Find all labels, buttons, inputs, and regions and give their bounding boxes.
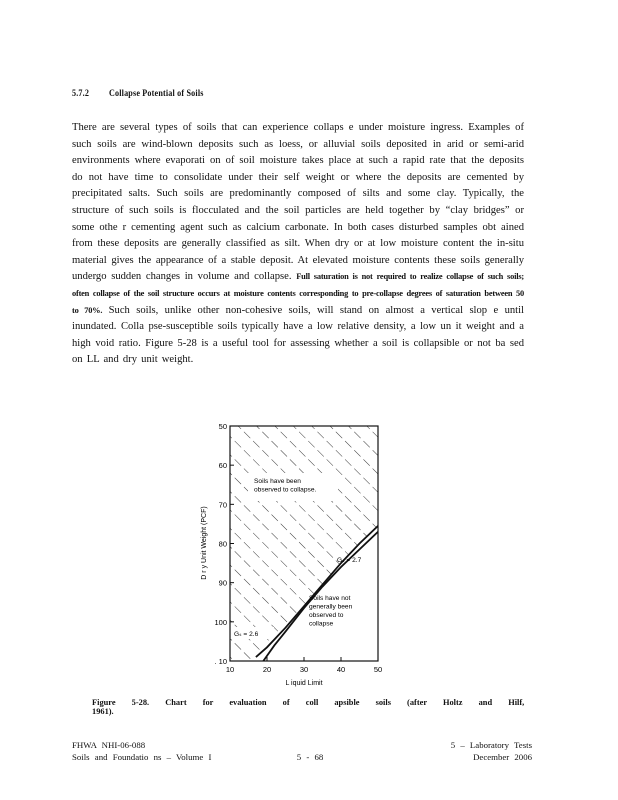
y-tick-label: 70 bbox=[218, 500, 227, 510]
footer-doc-id: FHWA NHI-06-088 bbox=[72, 740, 146, 750]
y-axis-title: D r y Unit Weight (PCF) bbox=[201, 506, 208, 580]
figure-caption: Figure 5-28. Chart for evaluation of coll apsible soils (after Holtz and Hilf, 1961). bbox=[92, 698, 525, 716]
x-tick-label: 30 bbox=[299, 665, 309, 674]
x-axis-title: L iquid Limit bbox=[285, 680, 323, 687]
y-tick-label: 60 bbox=[218, 461, 227, 471]
section-heading bbox=[72, 88, 495, 98]
paragraph-text-1: There are several types of soils that can experience collaps e under moisture ingress. Examples of such soils are wind-blown deposits such as loess, or alluvial soils deposited in arid or semi-arid environments where evaporati on of soil moisture takes place at such a rapid rate that the deposits do not have time to consolidate under their self weight or where the deposits are cemented by precipitated salts. Such soils are predominantly composed of silts and some clay. Typically, the structure of such soils is flocculated and the soil particles are held together by “clay bridges” or some othe r cementing agent such as calcium carbonate. In both cases disturbed samples obt ained from these deposits are generally classified as silt. When dry or at low moisture content the in-situ material gives the appearance of a stable deposit. At elevated moisture contents these soils generally undergo sudden changes in volume and collapse. bbox=[72, 122, 524, 283]
x-tick-label: 40 bbox=[336, 665, 346, 674]
y-tick-label: 50 bbox=[218, 422, 227, 431]
y-tick-label: . 10 bbox=[214, 657, 227, 666]
y-tick-label: 100 bbox=[214, 617, 227, 627]
gs-2-6-label: Gₛ = 2.6 bbox=[234, 631, 259, 638]
body-paragraph bbox=[72, 120, 524, 369]
footer-date: December 2006 bbox=[473, 752, 532, 762]
x-tick-label: 10 bbox=[225, 665, 235, 674]
paragraph-text-3: Such soils, unlike other non-cohesive soils, will stand on almost a vertical slop e until inundated. Colla pse-susceptible soils typically have a low relative density, a low un it weight and a high void ratio. Figure 5-28 is a useful tool for assessing whether a soil is collapsible or not ba sed on LL and dry unit weight. bbox=[72, 304, 524, 366]
collapse-region-label: Soils have been observed to collapse. bbox=[254, 478, 317, 494]
gs-2-7-label: Gₛ = 2.7 bbox=[337, 557, 362, 564]
collapse-chart bbox=[190, 415, 400, 690]
footer-chapter: 5 – Laboratory Tests bbox=[450, 740, 532, 750]
section-number: 5.7.2 bbox=[72, 88, 90, 98]
no-collapse-region-label: Soils have not generally been observed to collapse bbox=[309, 595, 353, 628]
paragraph-text-2: Full saturation is not required to realize collapse of such soils; often collapse of the soil structure occurs at moisture contents corresponding to pre-collapse degrees of saturation between 50 to 70%. bbox=[72, 272, 525, 315]
footer-right bbox=[400, 739, 532, 763]
x-tick-label: 20 bbox=[262, 665, 272, 674]
footer-doc-title: Soils and Foundatio ns – Volume I bbox=[72, 752, 212, 762]
y-tick-label: 80 bbox=[218, 539, 227, 549]
page-number: 5 - 68 bbox=[296, 752, 324, 762]
x-tick-label: 50 bbox=[373, 665, 383, 674]
section-title: Collapse Potential of Soils bbox=[108, 88, 204, 98]
footer-left bbox=[72, 739, 272, 763]
y-tick-label: 90 bbox=[218, 578, 227, 588]
